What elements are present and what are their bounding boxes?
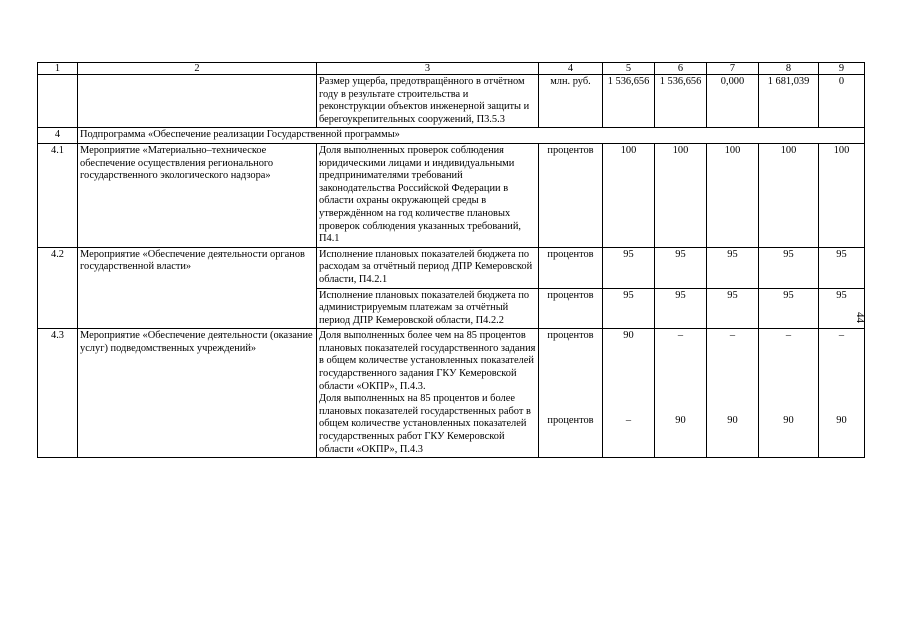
activity-cell: Мероприятие «Обеспечение деятельности (оказание услуг) подведомственных учреждений» [78,329,317,458]
value-cell: 1 536,656 [655,75,707,128]
value-cell [759,329,819,458]
table-row [38,143,865,247]
header-cell: 5 [603,63,655,75]
value-cell: 95 [655,288,707,329]
row-number-cell [38,75,78,128]
unit-cell: млн. руб. [539,75,603,128]
value-cell [655,329,707,458]
value-b: 90 [836,414,847,426]
value-a: – [838,330,845,342]
page-number: 44 [854,312,866,323]
indicator-cell [317,329,539,458]
value-cell [819,329,865,458]
row-number-cell: 4.2 [38,247,78,329]
row-number-cell: 4 [38,128,78,144]
indicators-table [37,62,865,458]
activity-cell [78,75,317,128]
indicator-text-b: Доля выполненных на 85 процентов и более плановых показателей государственных работ в общем количестве установленных показателей государственных работ ГКУ Кемеровской области «ОКПР», П.4.3 [319,393,531,455]
value-cell: 95 [819,247,865,288]
header-cell: 9 [819,63,865,75]
unit-cell: процентов [539,288,603,329]
value-cell: 95 [759,247,819,288]
value-cell: 1 681,039 [759,75,819,128]
value-cell: 95 [759,288,819,329]
value-a: – [677,330,684,342]
unit-text-a: процентов [547,330,594,342]
value-cell: 0,000 [707,75,759,128]
table-row [38,329,865,458]
value-cell: 100 [819,143,865,247]
value-cell: 95 [707,247,759,288]
indicator-cell: Исполнение плановых показателей бюджета по администрируемым платежам за отчётный период ДПР Кемеровской области, П4.2.2 [317,288,539,329]
value-a: – [785,330,792,342]
value-b: – [625,414,632,426]
value-b: 90 [675,414,686,426]
value-cell: 0 [819,75,865,128]
table-row [38,75,865,128]
column-number-header-row [38,63,865,75]
header-cell: 4 [539,63,603,75]
activity-cell: Мероприятие «Обеспечение деятельности органов государственной власти» [78,247,317,329]
indicator-text-a: Доля выполненных более чем на 85 процентов плановых показателей государственного задания в общем количестве установленных показателей государственного задания ГКУ Кемеровской области «ОКПР», П.4.3. [319,330,536,392]
value-b: 90 [783,414,794,426]
header-cell: 8 [759,63,819,75]
indicator-cell: Доля выполненных проверок соблюдения юридическими лицами и индивидуальными предпринимателями требований законодательства Российской Федерации в области охраны окружающей среды в утверждённом на год количестве плановых проверок соблюдения указанных требований, П4.1 [317,143,539,247]
value-cell [707,329,759,458]
header-cell: 7 [707,63,759,75]
value-cell: 95 [603,247,655,288]
value-cell: 95 [655,247,707,288]
indicator-cell: Размер ущерба, предотвращённого в отчётном году в результате строительства и реконструкции объектов инженерной защиты и берегоукрепительных сооружений, П3.5.3 [317,75,539,128]
subprogram-title: Подпрограмма «Обеспечение реализации Государственной программы» [78,128,865,144]
value-b: 90 [727,414,738,426]
header-cell: 6 [655,63,707,75]
table-row [38,247,865,288]
value-cell [603,329,655,458]
value-cell: 100 [655,143,707,247]
unit-cell: процентов [539,143,603,247]
value-a: 90 [623,330,634,342]
value-a: – [729,330,736,342]
row-number-cell: 4.3 [38,329,78,458]
row-number-cell: 4.1 [38,143,78,247]
value-cell: 95 [707,288,759,329]
value-cell: 100 [603,143,655,247]
indicator-cell: Исполнение плановых показателей бюджета по расходам за отчётный период ДПР Кемеровской области, П4.2.1 [317,247,539,288]
header-cell: 2 [78,63,317,75]
header-cell: 3 [317,63,539,75]
value-cell: 100 [707,143,759,247]
activity-cell: Мероприятие «Материально–техническое обеспечение осуществления регионального государственного экологического надзора» [78,143,317,247]
value-cell: 100 [759,143,819,247]
value-cell: 1 536,656 [603,75,655,128]
header-cell: 1 [38,63,78,75]
unit-text-b: процентов [547,414,594,426]
value-cell: 95 [819,288,865,329]
unit-cell: процентов [539,247,603,288]
unit-cell [539,329,603,458]
value-cell: 95 [603,288,655,329]
subprogram-row [38,128,865,144]
